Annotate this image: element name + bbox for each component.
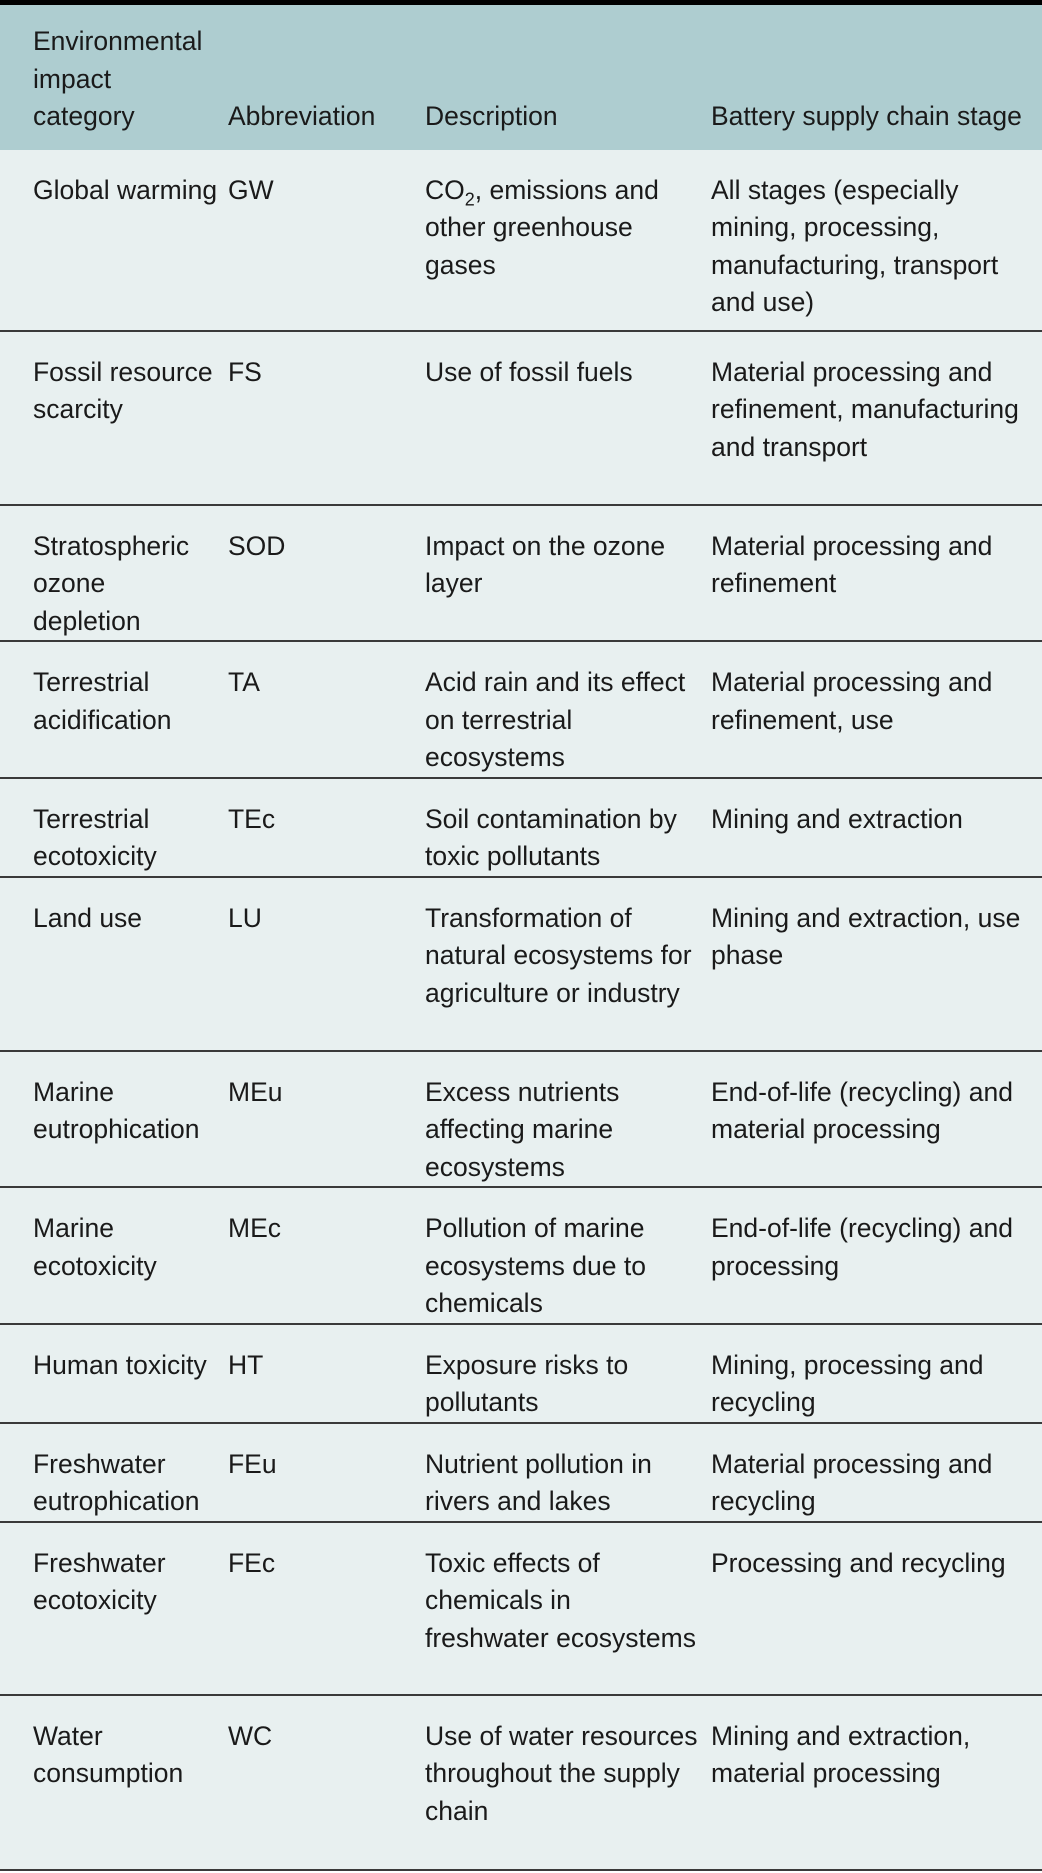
abbreviation-cell: LU (228, 902, 262, 933)
category-cell: Human toxicity (33, 1349, 207, 1380)
abbreviation-cell: SOD (228, 530, 286, 561)
category-cell: Freshwater ecotoxicity (33, 1547, 166, 1615)
description-cell: Exposure risks to pollutants (425, 1349, 629, 1417)
subscript: 2 (464, 188, 475, 209)
category-cell: Land use (33, 902, 143, 933)
table-row (0, 641, 1042, 778)
description-cell: Excess nutrients affecting marine ecosystems (425, 1076, 620, 1182)
table-row (0, 150, 1042, 331)
table-row (0, 1695, 1042, 1870)
abbreviation-cell: FS (228, 356, 262, 387)
table-header-row (0, 3, 1042, 150)
description-cell: Transformation of natural ecosystems for agriculture or industry (425, 902, 692, 1008)
table-row (0, 1324, 1042, 1423)
table-row (0, 1187, 1042, 1324)
table-row (0, 877, 1042, 1051)
category-cell: Fossil resource scarcity (33, 356, 213, 424)
abbreviation-cell: TEc (228, 803, 276, 834)
description-text: CO (425, 174, 465, 205)
stage-cell: Material processing and recycling (711, 1448, 993, 1516)
stage-cell: Material processing and refinement, manufacturing and transport (711, 356, 1019, 462)
description-cell: Acid rain and its effect on terrestrial ecosystems (425, 667, 686, 772)
category-cell: Stratospheric ozone depletion (33, 530, 190, 636)
abbreviation-cell: GW (228, 174, 274, 205)
abbreviation-cell: HT (228, 1349, 264, 1380)
stage-cell: All stages (especially mining, processing, manufacturing, transport and use) (711, 174, 999, 317)
table-row (0, 505, 1042, 642)
description-cell: Use of water resources throughout the supply chain (425, 1720, 698, 1826)
stage-cell: End-of-life (recycling) and processing (711, 1213, 1013, 1281)
category-cell: Water consumption (33, 1720, 184, 1788)
table-row (0, 1051, 1042, 1188)
description-cell: Toxic effects of chemicals in freshwater ecosystems (425, 1547, 696, 1653)
description-cell: Use of fossil fuels (425, 356, 633, 387)
stage-cell: Material processing and refinement (711, 530, 993, 598)
stage-cell: Mining and extraction, material processing (711, 1720, 971, 1788)
table-row (0, 331, 1042, 505)
table-row (0, 778, 1042, 877)
category-cell: Global warming (33, 174, 218, 205)
description-text: , emissions and other greenhouse gases (425, 174, 659, 280)
header-category: Environmental impact category (33, 26, 203, 131)
abbreviation-cell: MEc (228, 1213, 281, 1243)
abbreviation-cell: FEc (228, 1547, 276, 1578)
description-cell: Impact on the ozone layer (425, 530, 666, 598)
stage-cell: Processing and recycling (711, 1547, 1006, 1578)
abbreviation-cell: FEu (228, 1448, 277, 1479)
header-abbreviation: Abbreviation (228, 101, 376, 131)
stage-cell: Mining and extraction (711, 803, 963, 834)
abbreviation-cell: MEu (228, 1076, 283, 1107)
category-cell: Marine eutrophication (33, 1076, 200, 1144)
header-stage: Battery supply chain stage (711, 101, 1022, 131)
category-cell: Terrestrial acidification (33, 667, 172, 735)
category-cell: Freshwater eutrophication (33, 1448, 200, 1516)
stage-cell: Mining and extraction, use phase (711, 902, 1021, 970)
description-cell: Pollution of marine ecosystems due to chemicals (425, 1213, 646, 1318)
header-description: Description (425, 101, 558, 131)
category-cell: Marine ecotoxicity (33, 1213, 157, 1281)
table-row (0, 1423, 1042, 1522)
category-cell: Terrestrial ecotoxicity (33, 803, 157, 871)
stage-cell: End-of-life (recycling) and material processing (711, 1076, 1013, 1144)
description-cell: Nutrient pollution in rivers and lakes (425, 1448, 652, 1516)
abbreviation-cell: WC (228, 1720, 273, 1751)
stage-cell: Mining, processing and recycling (711, 1349, 984, 1417)
stage-cell: Material processing and refinement, use (711, 667, 993, 735)
description-cell (425, 150, 711, 331)
table-row (0, 1522, 1042, 1695)
abbreviation-cell: TA (228, 667, 260, 697)
description-cell: Soil contamination by toxic pollutants (425, 803, 677, 871)
